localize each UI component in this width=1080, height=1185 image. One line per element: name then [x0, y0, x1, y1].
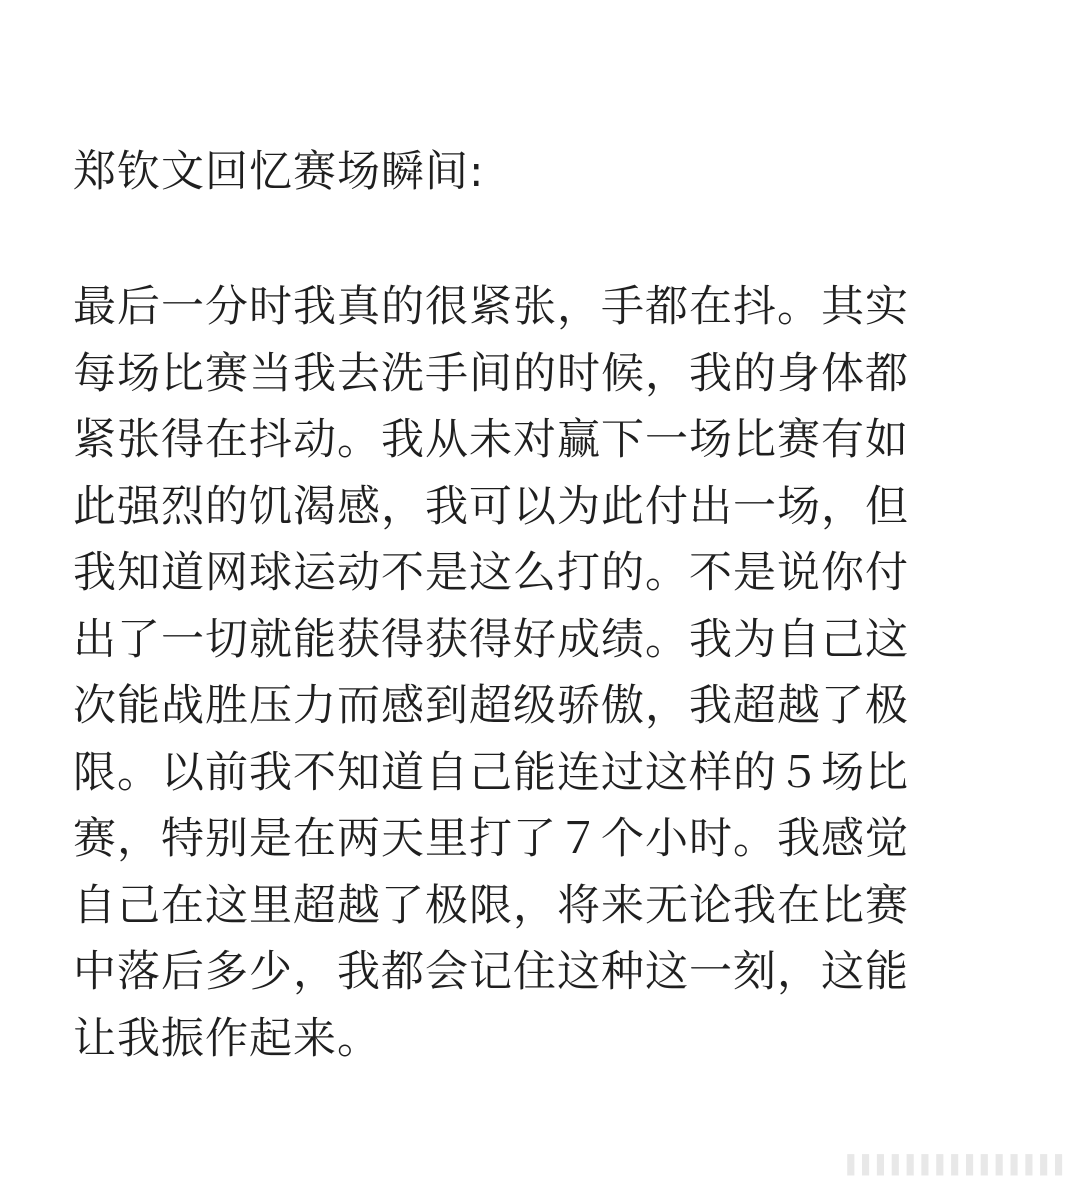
body-line: 出了一切就能获得获得好成绩。我为自己这: [73, 614, 909, 665]
body-line: 赛，特别是在两天里打了７个小时。我感觉: [73, 814, 909, 864]
body-line: 每场比赛当我去洗手间的时候，我的身体都: [73, 348, 909, 399]
body-line: 此强烈的饥渴感，我可以为此付出一场，但: [73, 481, 909, 532]
body-line: 次能战胜压力而感到超级骄傲，我超越了极: [73, 681, 909, 731]
post-title: 郑钦文回忆赛场瞬间:: [73, 147, 485, 197]
body-line: 让我振作起来。: [73, 1013, 381, 1064]
body-line: 最后一分时我真的很紧张，手都在抖。其实: [73, 282, 909, 332]
body-line: 中落后多少，我都会记住这种这一刻，这能: [73, 947, 909, 997]
watermark-text: ▌▌▌▌▌▌▌▌▌▌▌▌▌▌▌: [847, 1155, 1070, 1176]
body-line: 我知道网球运动不是这么打的。不是说你付: [73, 548, 909, 598]
body-line: 限。以前我不知道自己能连过这样的５场比: [73, 747, 909, 798]
body-line: 紧张得在抖动。我从未对赢下一场比赛有如: [73, 415, 909, 465]
body-line: 自己在这里超越了极限，将来无论我在比赛: [73, 880, 909, 931]
post-body: [73, 274, 1013, 1072]
